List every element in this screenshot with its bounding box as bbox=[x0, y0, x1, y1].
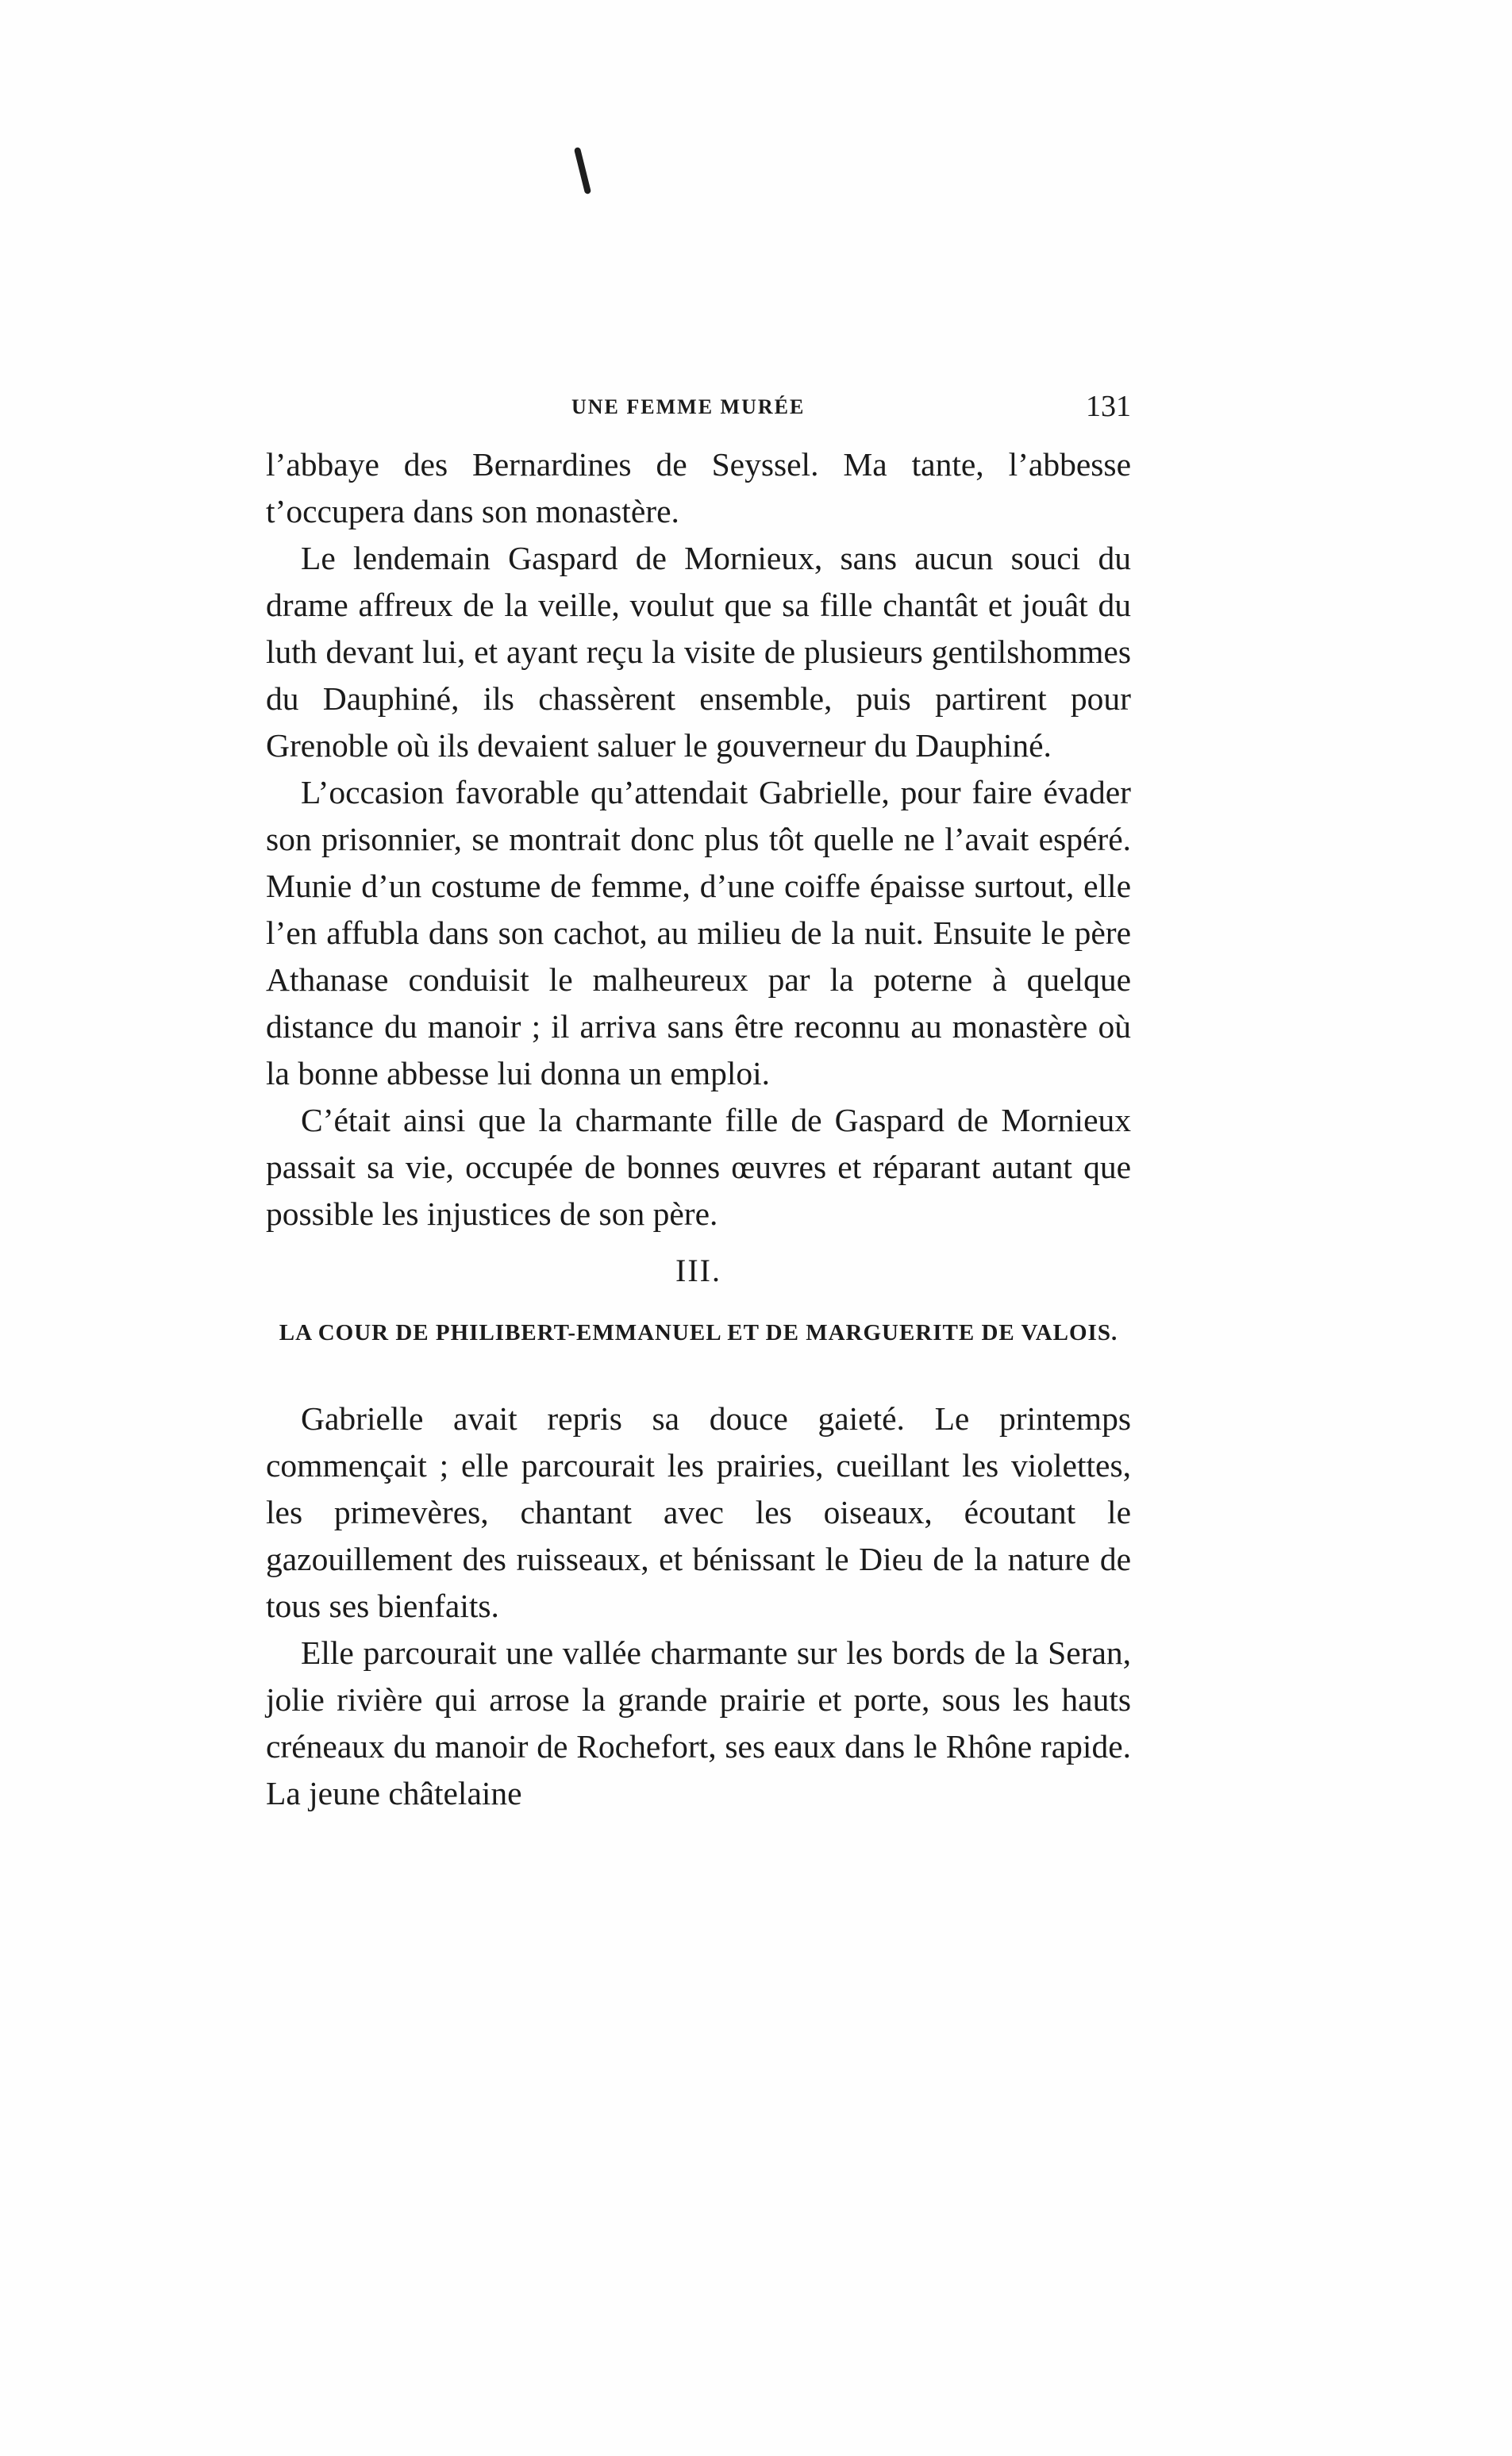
paragraph-2: Le lendemain Gaspard de Mornieux, sans aucun souci du drame affreux de la veille, voulut que sa fille chantât et jouât du luth devant lui, et ayant reçu la visite de plusieurs gentilshommes du Dauphiné, ils chassèrent ensemble, puis partirent pour Grenoble où ils devaient saluer le gouverneur du Dauphiné. bbox=[266, 540, 1131, 764]
body-text bbox=[266, 441, 1131, 1817]
paragraph-5: Gabrielle avait repris sa douce gaieté. Le printemps commençait ; elle parcourait les prairies, cueillant les violettes, les primevères, chantant avec les oiseaux, écoutant le gazouillement des ruisseaux, et bénissant le Dieu de la nature de tous ses bienfaits. bbox=[266, 1400, 1131, 1624]
paragraph-1: l’abbaye des Bernardines de Seyssel. Ma tante, l’abbesse t’occupera dans son monastère. bbox=[266, 446, 1131, 529]
running-title: UNE FEMME MURÉE bbox=[571, 395, 806, 418]
section-title: LA COUR DE PHILIBERT-EMMANUEL ET DE MARGUERITE DE VALOIS. bbox=[279, 1320, 1118, 1345]
page-header bbox=[266, 389, 1131, 429]
section-number: III. bbox=[675, 1253, 721, 1288]
page-number: 131 bbox=[1086, 390, 1131, 423]
ink-mark bbox=[574, 147, 591, 194]
paragraph-4: C’était ainsi que la charmante fille de Gaspard de Mornieux passait sa vie, occupée de bonnes œuvres et réparant autant que possible les injustices de son père. bbox=[266, 1102, 1131, 1232]
paragraph-3: L’occasion favorable qu’attendait Gabrielle, pour faire évader son prisonnier, se montrait donc plus tôt quelle ne l’avait espéré. Munie d’un costume de femme, d’une coiffe épaisse surtout, elle l’en affubla dans son cachot, au milieu de la nuit. Ensuite le père Athanase conduisit le malheureux par la poterne à quelque distance du manoir ; il arriva sans être reconnu au monastère où la bonne abbesse lui donna un emploi. bbox=[266, 774, 1131, 1091]
paragraph-6: Elle parcourait une vallée charmante sur les bords de la Seran, jolie rivière qui arrose la grande prairie et porte, sous les hauts créneaux du manoir de Rochefort, ses eaux dans le Rhône rapide. La jeune châtelaine bbox=[266, 1634, 1131, 1811]
